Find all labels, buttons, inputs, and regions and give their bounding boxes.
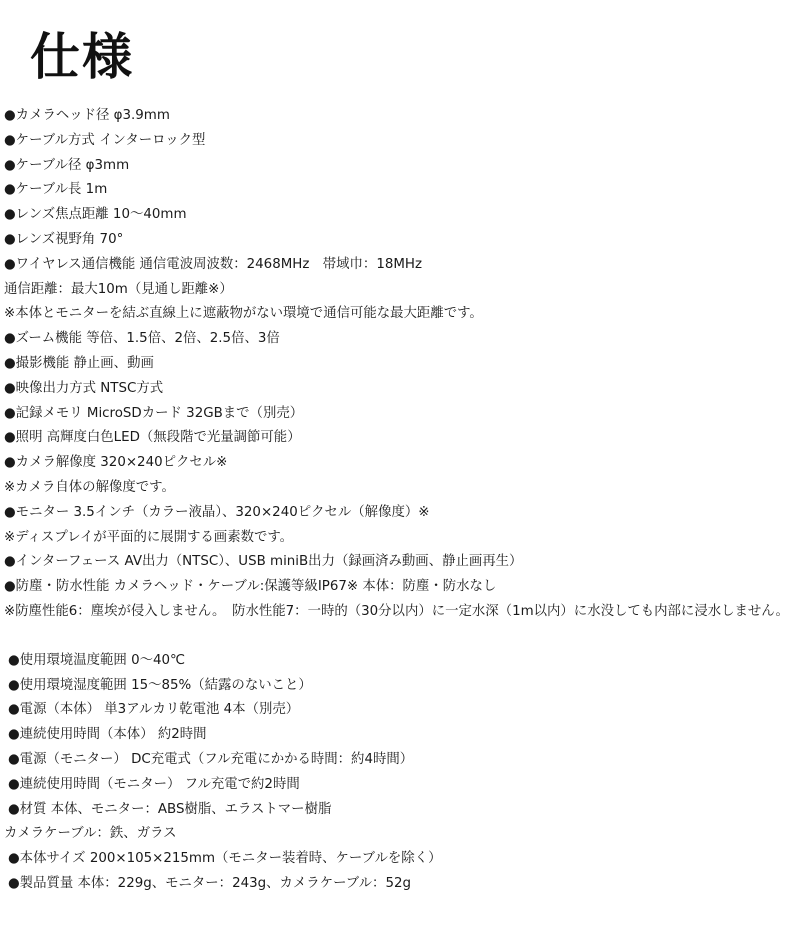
spec-cable-length: ●ケーブル長 1m <box>4 182 108 198</box>
spec-zoom: ●ズーム機能 等倍、1.5倍、2倍、2.5倍、3倍 <box>4 331 280 347</box>
spec-wireless: ●ワイヤレス通信機能 通信電波周波数：2468MHz 帯域巾：18MHz <box>4 256 423 272</box>
spec-humidity: ●使用環境湿度範囲 15～85%（結露のないこと） <box>8 677 312 693</box>
spec-runtime-monitor: ●連続使用時間（モニター） フル充電で約2時間 <box>8 776 300 792</box>
spec-wireless-range: 通信距離：最大10m（見通し距離※） <box>4 281 233 297</box>
spec-memory: ●記録メモリ MicroSDカード 32GBまで（別売） <box>4 405 304 421</box>
spec-light: ●照明 高輝度白色LED（無段階で光量調節可能） <box>4 430 301 446</box>
spacer <box>4 625 796 649</box>
spec-capture: ●撮影機能 静止画、動画 <box>4 355 154 371</box>
spec-temperature: ●使用環境温度範囲 0～40℃ <box>8 652 186 668</box>
spec-video-out: ●映像出力方式 NTSC方式 <box>4 380 164 396</box>
spec-waterproof-note: ※防塵性能6：塵埃が侵入しません。 防水性能7：一時的（30分以内）に一定水深（1m以内）に水没しても内部に浸水しません。 <box>4 603 789 619</box>
spec-interface: ●インターフェース AV出力（NTSC）、USB miniB出力（録画済み動画、静止画再生） <box>4 554 523 570</box>
spec-cable-diameter: ●ケーブル径 φ3mm <box>4 157 130 173</box>
spec-camera-resolution-note: ※カメラ自体の解像度です。 <box>4 479 175 495</box>
spec-list <box>4 104 796 897</box>
spec-waterproof: ●防塵・防水性能 カメラヘッド・ケーブル:保護等級IP67※ 本体：防塵・防水なし <box>4 579 497 595</box>
page-title: 仕様 <box>30 28 134 86</box>
spec-power-monitor: ●電源（モニター） DC充電式（フル充電にかかる時間：約4時間） <box>8 751 414 767</box>
spec-lens-fov: ●レンズ視野角 70° <box>4 231 124 247</box>
spec-camera-head: ●カメラヘッド径 φ3.9mm <box>4 108 170 123</box>
spec-monitor-note: ※ディスプレイが平面的に展開する画素数です。 <box>4 529 294 545</box>
spec-material: ●材質 本体、モニター：ABS樹脂、エラストマー樹脂 <box>8 801 332 817</box>
spec-runtime-body: ●連続使用時間（本体） 約2時間 <box>8 727 207 743</box>
spec-camera-resolution: ●カメラ解像度 320×240ピクセル※ <box>4 455 228 471</box>
spec-weight: ●製品質量 本体：229g、モニター：243g、カメラケーブル：52g <box>8 875 411 891</box>
spec-size: ●本体サイズ 200×105×215mm（モニター装着時、ケーブルを除く） <box>8 851 442 867</box>
spec-lens-focus: ●レンズ焦点距離 10～40mm <box>4 207 187 223</box>
spec-power-body: ●電源（本体） 単3アルカリ乾電池 4本（別売） <box>8 702 300 718</box>
spec-wireless-note: ※本体とモニターを結ぶ直線上に遮蔽物がない環境で通信可能な最大距離です。 <box>4 306 483 322</box>
spec-cable-type: ●ケーブル方式 インターロック型 <box>4 132 206 148</box>
spec-material-cable: カメラケーブル：鉄、ガラス <box>4 826 177 842</box>
spec-monitor: ●モニター 3.5インチ（カラー液晶）、320×240ピクセル（解像度）※ <box>4 504 430 520</box>
